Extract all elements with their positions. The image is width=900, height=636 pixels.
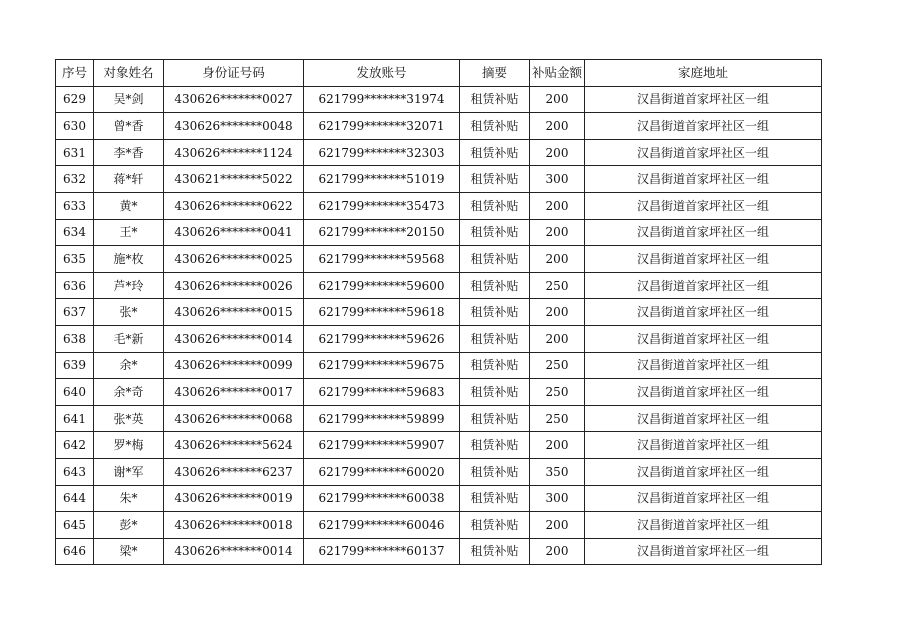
cell-no: 639 bbox=[56, 352, 94, 379]
table-row bbox=[56, 166, 822, 193]
header-amount: 补贴金额 bbox=[530, 60, 585, 87]
table-row bbox=[56, 246, 822, 273]
cell-summary: 租赁补贴 bbox=[460, 272, 530, 299]
cell-summary: 租赁补贴 bbox=[460, 113, 530, 140]
cell-id: 430626*******0068 bbox=[164, 405, 304, 432]
cell-account: 621799*******59683 bbox=[304, 379, 460, 406]
cell-id: 430626*******1124 bbox=[164, 139, 304, 166]
cell-account: 621799*******20150 bbox=[304, 219, 460, 246]
cell-address: 汉昌街道首家坪社区一组 bbox=[585, 538, 822, 565]
cell-amount: 200 bbox=[530, 139, 585, 166]
cell-amount: 300 bbox=[530, 166, 585, 193]
cell-amount: 200 bbox=[530, 325, 585, 352]
cell-id: 430621*******5022 bbox=[164, 166, 304, 193]
cell-no: 637 bbox=[56, 299, 94, 326]
cell-summary: 租赁补贴 bbox=[460, 299, 530, 326]
cell-amount: 200 bbox=[530, 432, 585, 459]
cell-no: 634 bbox=[56, 219, 94, 246]
cell-name: 施*枚 bbox=[94, 246, 164, 273]
cell-summary: 租赁补贴 bbox=[460, 405, 530, 432]
cell-name: 李*香 bbox=[94, 139, 164, 166]
table-row bbox=[56, 86, 822, 113]
header-row bbox=[56, 60, 822, 87]
cell-amount: 200 bbox=[530, 113, 585, 140]
cell-no: 631 bbox=[56, 139, 94, 166]
cell-amount: 250 bbox=[530, 352, 585, 379]
cell-name: 吴*剑 bbox=[94, 86, 164, 113]
table-row bbox=[56, 272, 822, 299]
table-row bbox=[56, 405, 822, 432]
cell-id: 430626*******0041 bbox=[164, 219, 304, 246]
cell-amount: 200 bbox=[530, 219, 585, 246]
cell-amount: 200 bbox=[530, 246, 585, 273]
cell-id: 430626*******0014 bbox=[164, 538, 304, 565]
cell-no: 630 bbox=[56, 113, 94, 140]
cell-address: 汉昌街道首家坪社区一组 bbox=[585, 512, 822, 539]
cell-address: 汉昌街道首家坪社区一组 bbox=[585, 86, 822, 113]
cell-summary: 租赁补贴 bbox=[460, 219, 530, 246]
cell-amount: 200 bbox=[530, 192, 585, 219]
cell-summary: 租赁补贴 bbox=[460, 166, 530, 193]
cell-address: 汉昌街道首家坪社区一组 bbox=[585, 352, 822, 379]
cell-no: 635 bbox=[56, 246, 94, 273]
cell-no: 644 bbox=[56, 485, 94, 512]
cell-no: 633 bbox=[56, 192, 94, 219]
cell-no: 636 bbox=[56, 272, 94, 299]
cell-no: 641 bbox=[56, 405, 94, 432]
cell-name: 张*英 bbox=[94, 405, 164, 432]
cell-account: 621799*******32071 bbox=[304, 113, 460, 140]
cell-summary: 租赁补贴 bbox=[460, 432, 530, 459]
cell-name: 谢*军 bbox=[94, 458, 164, 485]
table-row bbox=[56, 113, 822, 140]
cell-address: 汉昌街道首家坪社区一组 bbox=[585, 219, 822, 246]
cell-account: 621799*******60020 bbox=[304, 458, 460, 485]
header-account: 发放账号 bbox=[304, 60, 460, 87]
cell-summary: 租赁补贴 bbox=[460, 485, 530, 512]
cell-amount: 250 bbox=[530, 379, 585, 406]
cell-address: 汉昌街道首家坪社区一组 bbox=[585, 458, 822, 485]
header-address: 家庭地址 bbox=[585, 60, 822, 87]
table-row bbox=[56, 325, 822, 352]
cell-summary: 租赁补贴 bbox=[460, 379, 530, 406]
table-row bbox=[56, 299, 822, 326]
cell-amount: 200 bbox=[530, 512, 585, 539]
cell-name: 余*奇 bbox=[94, 379, 164, 406]
cell-account: 621799*******59907 bbox=[304, 432, 460, 459]
cell-id: 430626*******0015 bbox=[164, 299, 304, 326]
cell-summary: 租赁补贴 bbox=[460, 352, 530, 379]
cell-id: 430626*******0019 bbox=[164, 485, 304, 512]
header-name: 对象姓名 bbox=[94, 60, 164, 87]
cell-address: 汉昌街道首家坪社区一组 bbox=[585, 432, 822, 459]
table-row bbox=[56, 458, 822, 485]
cell-address: 汉昌街道首家坪社区一组 bbox=[585, 379, 822, 406]
cell-no: 646 bbox=[56, 538, 94, 565]
cell-name: 曾*香 bbox=[94, 113, 164, 140]
cell-account: 621799*******59899 bbox=[304, 405, 460, 432]
cell-summary: 租赁补贴 bbox=[460, 458, 530, 485]
cell-account: 621799*******60046 bbox=[304, 512, 460, 539]
cell-no: 632 bbox=[56, 166, 94, 193]
cell-name: 王* bbox=[94, 219, 164, 246]
table-row bbox=[56, 485, 822, 512]
table-row bbox=[56, 538, 822, 565]
cell-name: 余* bbox=[94, 352, 164, 379]
cell-amount: 200 bbox=[530, 299, 585, 326]
cell-summary: 租赁补贴 bbox=[460, 325, 530, 352]
cell-summary: 租赁补贴 bbox=[460, 512, 530, 539]
subsidy-table bbox=[55, 59, 822, 565]
cell-name: 蒋*轩 bbox=[94, 166, 164, 193]
cell-account: 621799*******60137 bbox=[304, 538, 460, 565]
cell-no: 638 bbox=[56, 325, 94, 352]
cell-summary: 租赁补贴 bbox=[460, 86, 530, 113]
cell-account: 621799*******59675 bbox=[304, 352, 460, 379]
header-summary: 摘要 bbox=[460, 60, 530, 87]
cell-id: 430626*******0099 bbox=[164, 352, 304, 379]
cell-id: 430626*******0017 bbox=[164, 379, 304, 406]
cell-no: 640 bbox=[56, 379, 94, 406]
cell-id: 430626*******0026 bbox=[164, 272, 304, 299]
cell-address: 汉昌街道首家坪社区一组 bbox=[585, 325, 822, 352]
cell-address: 汉昌街道首家坪社区一组 bbox=[585, 485, 822, 512]
cell-account: 621799*******60038 bbox=[304, 485, 460, 512]
cell-address: 汉昌街道首家坪社区一组 bbox=[585, 113, 822, 140]
table-row bbox=[56, 139, 822, 166]
cell-name: 朱* bbox=[94, 485, 164, 512]
cell-account: 621799*******35473 bbox=[304, 192, 460, 219]
cell-name: 毛*新 bbox=[94, 325, 164, 352]
cell-address: 汉昌街道首家坪社区一组 bbox=[585, 299, 822, 326]
cell-account: 621799*******59568 bbox=[304, 246, 460, 273]
header-no: 序号 bbox=[56, 60, 94, 87]
cell-name: 张* bbox=[94, 299, 164, 326]
cell-amount: 350 bbox=[530, 458, 585, 485]
table-row bbox=[56, 432, 822, 459]
table-row bbox=[56, 512, 822, 539]
cell-id: 430626*******0025 bbox=[164, 246, 304, 273]
cell-name: 罗*梅 bbox=[94, 432, 164, 459]
cell-id: 430626*******0014 bbox=[164, 325, 304, 352]
cell-summary: 租赁补贴 bbox=[460, 538, 530, 565]
cell-address: 汉昌街道首家坪社区一组 bbox=[585, 192, 822, 219]
cell-account: 621799*******31974 bbox=[304, 86, 460, 113]
cell-summary: 租赁补贴 bbox=[460, 139, 530, 166]
cell-account: 621799*******32303 bbox=[304, 139, 460, 166]
cell-id: 430626*******0027 bbox=[164, 86, 304, 113]
cell-address: 汉昌街道首家坪社区一组 bbox=[585, 246, 822, 273]
cell-account: 621799*******51019 bbox=[304, 166, 460, 193]
cell-name: 梁* bbox=[94, 538, 164, 565]
cell-id: 430626*******0622 bbox=[164, 192, 304, 219]
cell-name: 黄* bbox=[94, 192, 164, 219]
cell-amount: 250 bbox=[530, 405, 585, 432]
table-row bbox=[56, 192, 822, 219]
cell-account: 621799*******59626 bbox=[304, 325, 460, 352]
cell-id: 430626*******6237 bbox=[164, 458, 304, 485]
cell-account: 621799*******59618 bbox=[304, 299, 460, 326]
cell-summary: 租赁补贴 bbox=[460, 192, 530, 219]
table-row bbox=[56, 352, 822, 379]
cell-address: 汉昌街道首家坪社区一组 bbox=[585, 272, 822, 299]
cell-no: 643 bbox=[56, 458, 94, 485]
cell-amount: 200 bbox=[530, 86, 585, 113]
table-row bbox=[56, 379, 822, 406]
header-id: 身份证号码 bbox=[164, 60, 304, 87]
cell-amount: 300 bbox=[530, 485, 585, 512]
table-row bbox=[56, 219, 822, 246]
cell-id: 430626*******0018 bbox=[164, 512, 304, 539]
cell-amount: 200 bbox=[530, 538, 585, 565]
cell-id: 430626*******0048 bbox=[164, 113, 304, 140]
cell-no: 642 bbox=[56, 432, 94, 459]
cell-no: 629 bbox=[56, 86, 94, 113]
cell-name: 芦*玲 bbox=[94, 272, 164, 299]
cell-summary: 租赁补贴 bbox=[460, 246, 530, 273]
cell-account: 621799*******59600 bbox=[304, 272, 460, 299]
cell-id: 430626*******5624 bbox=[164, 432, 304, 459]
cell-no: 645 bbox=[56, 512, 94, 539]
cell-address: 汉昌街道首家坪社区一组 bbox=[585, 405, 822, 432]
cell-amount: 250 bbox=[530, 272, 585, 299]
cell-address: 汉昌街道首家坪社区一组 bbox=[585, 139, 822, 166]
cell-name: 彭* bbox=[94, 512, 164, 539]
cell-address: 汉昌街道首家坪社区一组 bbox=[585, 166, 822, 193]
